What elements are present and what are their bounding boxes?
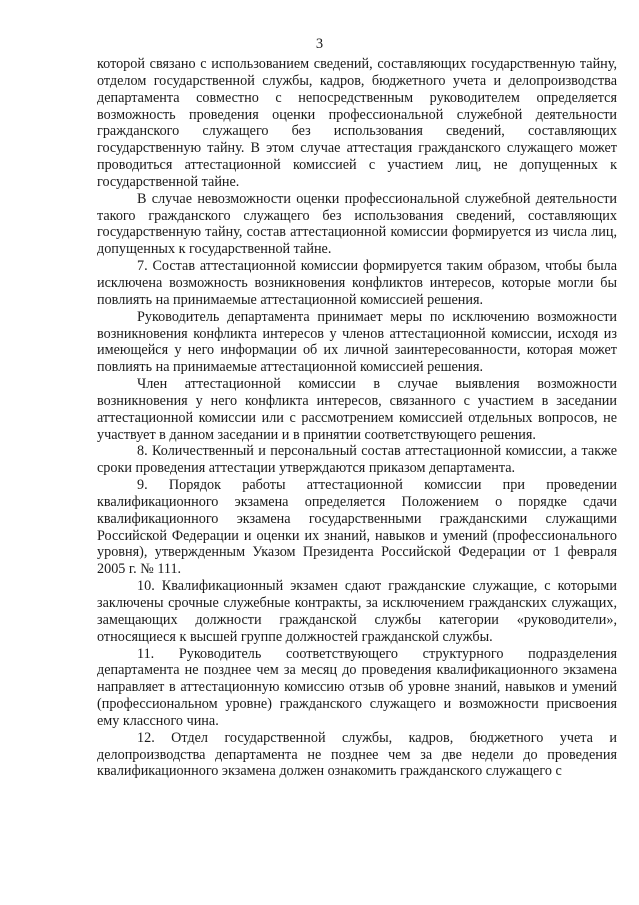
paragraph-item-8: 8. Количественный и персональный состав аттестационной комиссии, а также сроки проведения аттестации утверждаются приказом департамента. [97,443,617,477]
paragraph-continuation: которой связано с использованием сведений, составляющих государственную тайну, отделом государственной службы, кадров, бюджетного учета и делопроизводства департамента совместно с непосредственным руководителем определяется возможность проведения оценки профессиональной служебной деятельности гражданского служащего без использования сведений, составляющих государственную тайну. В этом случае аттестация гражданского служащего может проводиться аттестационной комиссией с участием лиц, не допущенных к государственной тайне. [97,56,617,190]
paragraph-head-measures: Руководитель департамента принимает меры по исключению возможности возникновения конфликта интересов у членов аттестационной комиссии, исходя из имеющейся у него информации об их личной заинтересованности, которая может повлиять на принимаемые аттестационной комиссией решения. [97,308,617,376]
paragraph-item-9: 9. Порядок работы аттестационной комиссии при проведении квалификационного экзамена определяется Положением о порядке сдачи квалификационного экзамена государственными гражданскими служащими Российской Федерации и оценки их знаний, навыков и умений (профессионального уровня), утвержденным Указом Президента Российской Федерации от 1 февраля 2005 г. № 111. [97,477,617,578]
paragraph-item-12: 12. Отдел государственной службы, кадров, бюджетного учета и делопроизводства департамента не позднее чем за две недели до проведения квалификационного экзамена должен ознакомить гражданского служащего с [97,729,617,780]
paragraph-secrecy-composition: В случае невозможности оценки профессиональной служебной деятельности такого гражданского служащего без использования сведений, составляющих государственную тайну, состав аттестационной комиссии формируется из числа лиц, допущенных к государственной тайне. [97,190,617,258]
document-body [97,56,617,780]
paragraph-item-7: 7. Состав аттестационной комиссии формируется таким образом, чтобы была исключена возможность возникновения конфликтов интересов, которые могли бы повлиять на принимаемые аттестационной комиссией решения. [97,258,617,308]
paragraph-item-10: 10. Квалификационный экзамен сдают гражданские служащие, с которыми заключены срочные служебные контракты, за исключением гражданских служащих, замещающих должности гражданской службы категории «руководители», относящиеся к высшей группе должностей гражданской службы. [97,578,617,645]
paragraph-item-11: 11. Руководитель соответствующего структурного подразделения департамента не позднее чем за месяц до проведения квалификационного экзамена направляет в аттестационную комиссию отзыв об уровне знаний, навыков и умений (профессиональном уровне) гражданского служащего и возможности присвоения ему классного чина. [97,645,617,729]
page-number: 3 [315,36,324,52]
paragraph-member-conflict: Член аттестационной комиссии в случае выявления возможности возникновения у него конфликта интересов, связанного с участием в заседании аттестационной комиссии или с рассмотрением комиссией отдельных вопросов, не участвует в данном заседании и в принятии соответствующего решения. [97,376,617,443]
